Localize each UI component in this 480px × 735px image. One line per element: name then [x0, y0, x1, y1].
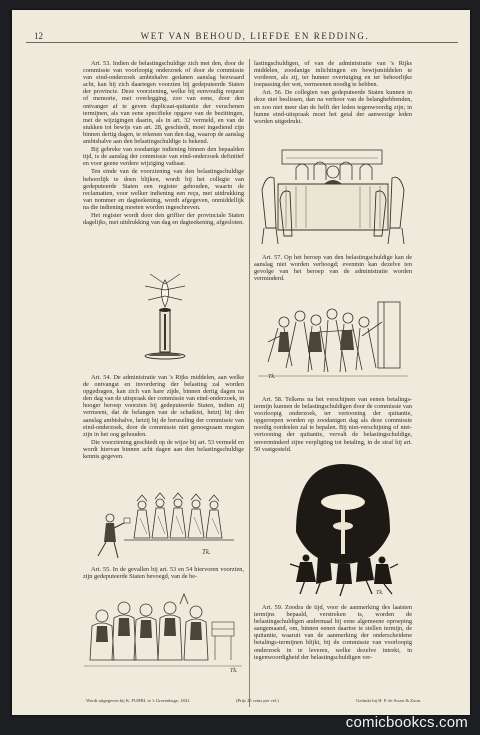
paragraph: lastingschuldigen, of van de administratie van 's Rijks middelen, zoodanige inlichtingen en bewijsmiddelen te vorderen, als zij, ter hunner overtuiging en ter behoorlijke toepassing der wet, vermeenen noodig te hebben.	[254, 60, 412, 89]
paragraph-art55: Art. 55. In de gevallen bij art. 53 en 54 hiervoren voorzien, zijn gedeputeerde Staten bevoegd, van de be-	[83, 566, 244, 581]
council-table-illustration	[256, 144, 410, 250]
paragraph-art58: Art. 58. Telkens na het verschijnen van eenen betalings-termijn kunnen de belastingschuldigen door de commissie van voorloopig onderzoek, ter vertooning der quitantie, opgeroepen worden op zoodanigen dag als deze commissie noodig oordeelen zal te bepalen. Bij niet-verschijning of niet-vertooning der quitantie, vervalt de belastingschuldige, onverminderd zijne verpligting tot betaling, in de straf bij art. 50 vastgesteld.	[254, 396, 412, 453]
paragraph: Bij gebreke van zoodanige indiening binnen den bepaalden tijd, is de aanslag der commissie van eind-onderzoek definitief en voor geene verdere wijziging vatbaar.	[83, 146, 244, 168]
crowd-illustration	[258, 292, 408, 386]
footer-printer: Gedrukt bij H. P. de Swart & Zoon.	[356, 698, 422, 703]
paragraph: Ten einde van de voorziening van den belastingschuldige behoorlijk te doen blijken, wordt bij het collegie van gedeputeerde Staten een register gehouden, waarin de reclamatien, voor welker indiening een reçu, met uitdrukking van nommer en dagteekening, wordt afgegeven, onmiddellijk na die indiening moeten worden ingeschreven.	[83, 168, 244, 211]
artist-signature: Tk.	[230, 668, 238, 674]
watermark: comicbookcs.com	[345, 714, 468, 731]
paragraph-art54: Art. 54. De administratie van 's Rijks middelen, aan welke de ontvangst en invordering der belasting zal worden opgedragen, kan zich van hare zijde, binnen dertig dagen na den dag van de uitspraak der commissie van eind-onderzoek, in hooger beroep voorzien bij gedeputeerde Staten, indien zij vermeent, dat de belangen van de schatkist, hetzij bij den aanslag ambtshalve, hetzij bij de beruseling der commissie van eind-onderzoek, door de commissie niet genoegzaam mogten zijn in het oog gehouden.	[83, 374, 244, 438]
artist-signature: Tk.	[376, 590, 384, 596]
right-text-block-1	[254, 60, 412, 146]
page-title: WET VAN BEHOUD, LIEFDE EN REDDING.	[140, 31, 370, 41]
left-text-block-3	[83, 566, 244, 582]
left-text-block-1	[83, 60, 244, 268]
left-text-block-2	[83, 374, 244, 468]
right-text-block-2	[254, 254, 412, 292]
candle-illustration	[120, 270, 210, 362]
page-number: 12	[34, 31, 43, 41]
dark-lamp-illustration	[286, 460, 400, 600]
artist-signature: Tk.	[202, 548, 211, 556]
paragraph: Het register wordt door den griffier der provinciale Staten dagelijks, met uitdrukking van dag en dagteekening, afgesloten.	[83, 211, 244, 227]
tribunal-illustration	[84, 478, 242, 564]
paragraph-art59: Art. 59. Zoodra de tijd, voor de aanmerking des laatsten termijns bepaald, verstreken is, worden de belastingschuldigen andermaal bij eene algemeene oproeping aangemaand, om, binnen eenen daartoe te stellen termijn, de quitantie, waaruit van de aanmerking der onderscheidene betalings-termijnen blijkt, bij de commissie van voorloopig onderzoek in te leveren, welke dezelve intrekt, in tegenwoordigheid der belastingschuldigen ver-	[254, 604, 412, 661]
paragraph: Die voorziening geschiedt op de wijze bij art. 53 vermeld en wordt hiervan binnen acht dagen aan den belastingschuldige kennis gegeven.	[83, 438, 244, 461]
paragraph-art56: Art. 56. De collegien van gedeputeerde Staten kunnen in deze niet beslissen, dan na verhoor van de belanghebbenden, en zoo niet meer dan de helft der leden tegenwoordig zijn; in hunne eind-uitspraak moet het getal der aanwezige leden worden uitgedrukt.	[254, 89, 412, 125]
paragraph-art57: Art. 57. Op het beroep van den belastingschuldige kan de aanslag niet worden verhoogd; evenmin kan dezelve ten gevolge van het beroep van de administratie worden verminderd.	[254, 254, 412, 283]
artist-signature: Tk.	[268, 374, 276, 380]
footer-publisher: Wordt uitgegeven bij K. FUHRI, te 's Gravenhage, 1841.	[86, 698, 191, 703]
right-text-block-4	[254, 604, 412, 694]
footer-price: (Prijs 25 cents per vel.)	[236, 698, 279, 703]
paragraph-art53: Art. 53. Indien de belastingschuldige zich met den, door de commissie van voorloopig onderzoek of door de commissie van eind-onderzoek ambtshalve gedanen aanslag bezwaard acht, kan hij zich daartegen voorzien bij gedeputeerde Staten der provincie. Deze voorziening, welke bij eenvoudig request of memorie, met overlegging, zoo van eene, door den ontvanger af te geven duplicaat-quitantie der verschenen termijnen, als van eene specifieke opgave van de bezittingen, met de wijzigingen daarin, als in art. 32 vermeld, en van de stukken tot bewijs van art. 28, geschiedt, moet ingediend zijn binnen dertig dagen, te rekenen van den dag, waarop de aanslag ambtshalve aan den belastingschuldige is bekend.	[83, 60, 244, 146]
officials-illustration	[84, 586, 242, 686]
column-divider	[249, 59, 250, 707]
right-text-block-3	[254, 396, 412, 458]
